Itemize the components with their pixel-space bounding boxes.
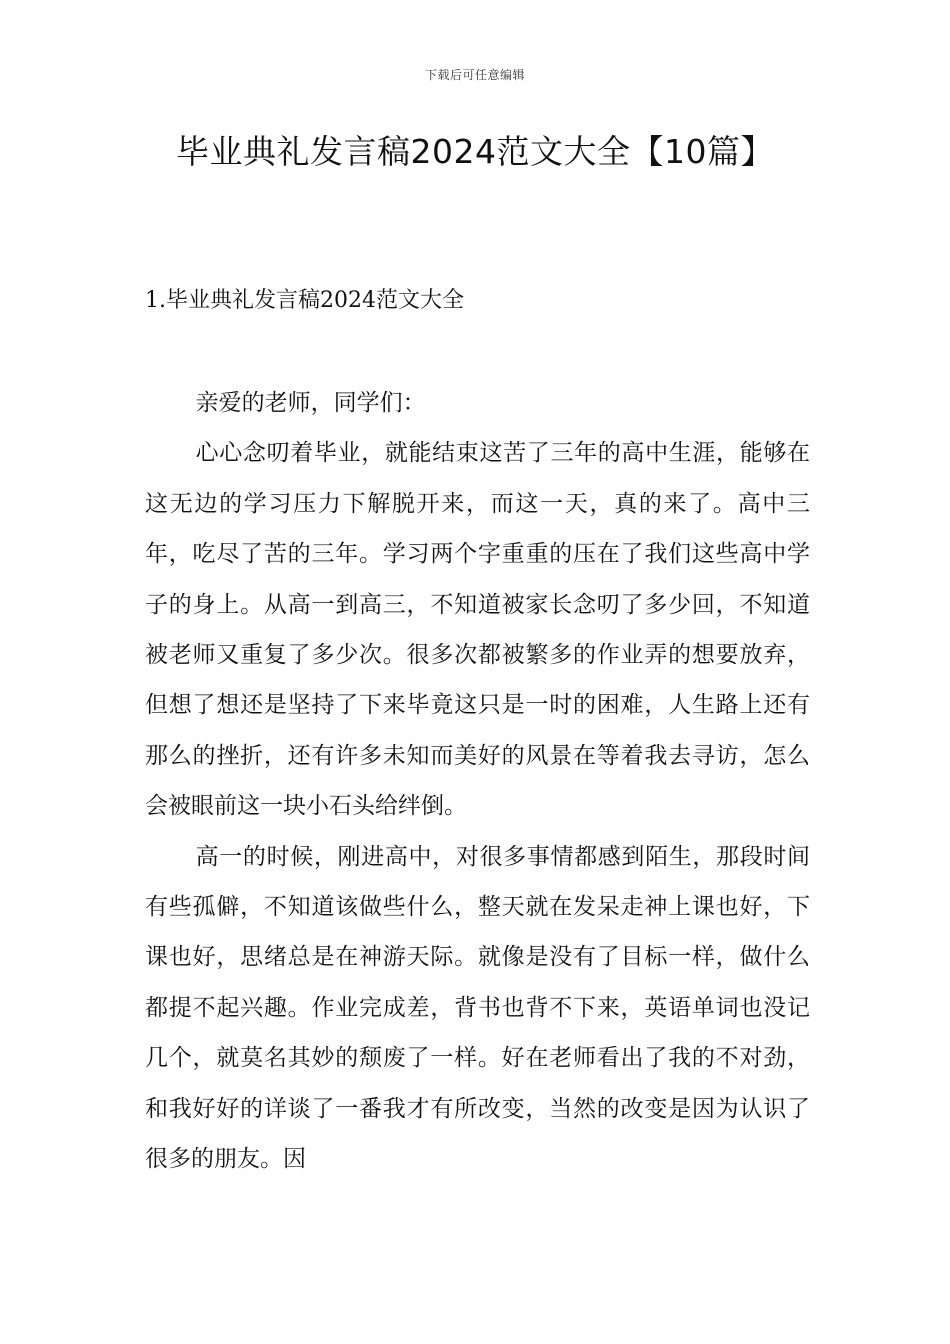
paragraph-1: 心心念叨着毕业，就能结束这苦了三年的高中生涯，能够在这无边的学习压力下解脱开来，而这一天，真的来了。高中三年，吃尽了苦的三年。学习两个字重重的压在了我们这些高中学子的身上。从高一到高三，不知道被家长念叨了多少回，不知道被老师又重复了多少次。很多次都被繁多的作业弄的想要放弃，但想了想还是坚持了下来毕竟这只是一时的困难，人生路上还有那么的挫折，还有许多未知而美好的风景在等着我去寻访，怎么会被眼前这一块小石头给绊倒。 <box>145 440 810 820</box>
section-heading: 1.毕业典礼发言稿2024范文大全 <box>145 288 464 313</box>
paragraph-2: 高一的时候，刚进高中，对很多事情都感到陌生，那段时间有些孤僻，不知道该做些什么，整天就在发呆走神上课也好，下课也好，思绪总是在神游天际。就像是没有了目标一样，做什么都提不起兴趣。作业完成差，背书也背不下来，英语单词也没记几个，就莫名其妙的颓废了一样。好在老师看出了我的不对劲，和我好好的详谈了一番我才有所改变，当然的改变是因为认识了很多的朋友。因 <box>145 843 810 1173</box>
header-note: 下载后可任意编辑 <box>424 68 525 82</box>
body-text <box>145 378 810 1185</box>
document-title: 毕业典礼发言稿2024范文大全【10篇】 <box>176 132 774 171</box>
salutation: 亲爱的老师，同学们： <box>195 390 426 416</box>
